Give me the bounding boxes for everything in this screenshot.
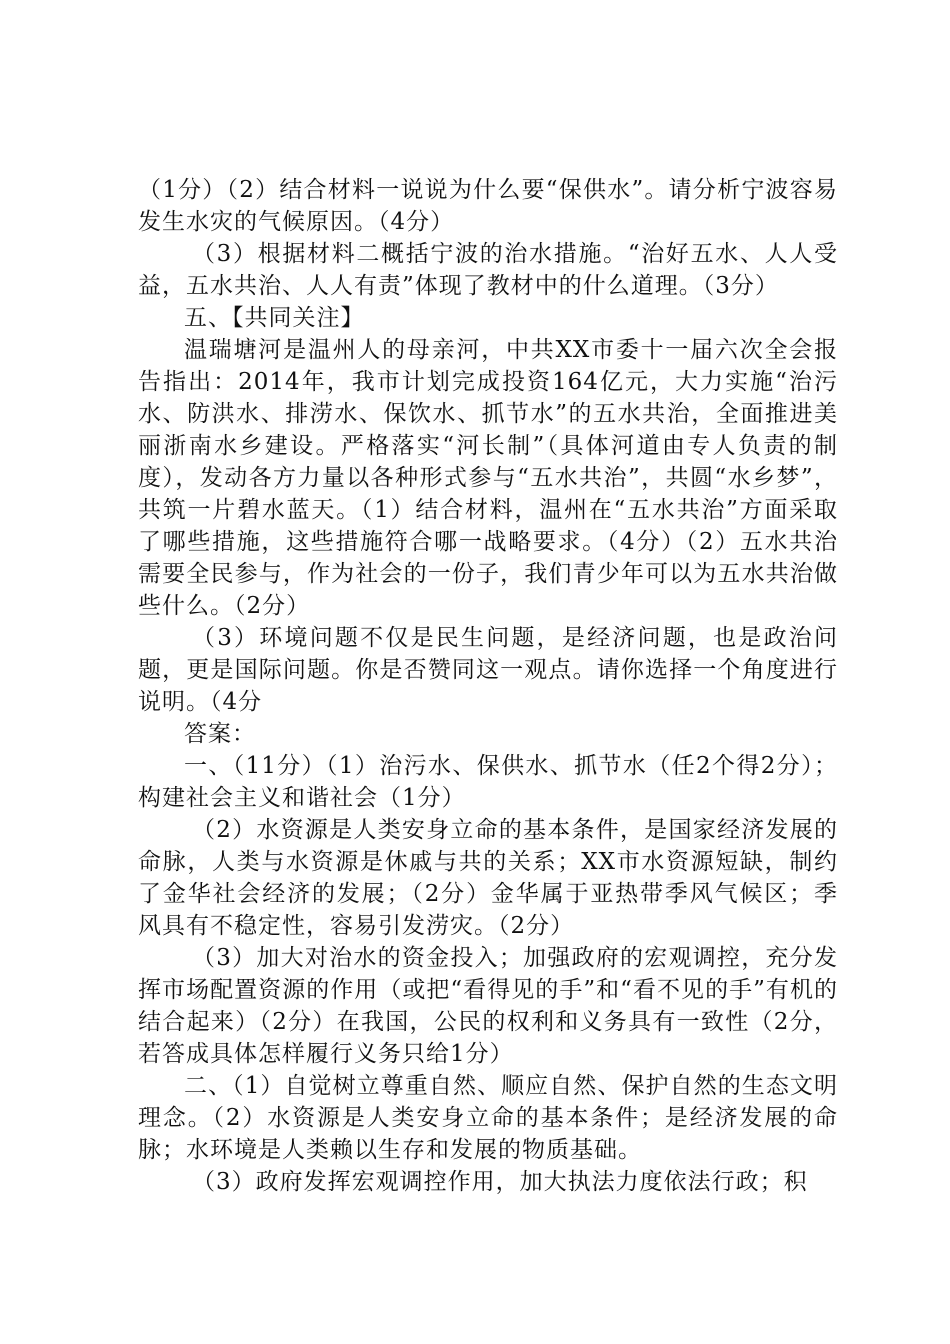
answer-two-part-3: （3）政府发挥宏观调控作用，加大执法力度依法行政；积 [192,1169,808,1195]
paragraph-continuation: （1分）（2）结合材料一说说为什么要“保供水”。请分析宁波容易发生水灾的气候原因。（4分） [138,177,838,235]
document-body [138,174,838,1198]
answer-one-part-3: （3）加大对治水的资金投入；加强政府的宏观调控，充分发挥市场配置资源的作用（或把“看得见的手”和“看不见的手”有机的结合起来）（2分）在我国，公民的权利和义务具有一致性（2分，若答成具体怎样履行义务只给1分） [138,945,838,1067]
section-heading-five: 五、【共同关注】 [184,305,365,331]
answers-heading: 答案： [184,721,256,747]
answer-section-two: 二、（1）自觉树立尊重自然、顺应自然、保护自然的生态文明理念。（2）水资源是人类安身立命的基本条件；是经济发展的命脉；水环境是人类赖以生存和发展的物质基础。 [138,1073,838,1163]
paragraph-question-3b: （3）环境问题不仅是民生问题，是经济问题，也是政治问题，更是国际问题。你是否赞同这一观点。请你选择一个角度进行说明。（4分 [138,625,838,715]
answer-section-one: 一、（11分）（1）治污水、保供水、抓节水（任2个得2分）；构建社会主义和谐社会（1分） [138,753,838,811]
answer-one-part-2: （2）水资源是人类安身立命的基本条件，是国家经济发展的命脉，人类与水资源是休戚与共的关系；XX市水资源短缺，制约了金华社会经济的发展；（2分）金华属于亚热带季风气候区；季风具有不稳定性，容易引发涝灾。（2分） [138,817,838,939]
paragraph-question-3: （3）根据材料二概括宁波的治水措施。“治好五水、人人受益，五水共治、人人有责”体现了教材中的什么道理。（3分） [138,241,838,299]
paragraph-material: 温瑞塘河是温州人的母亲河，中共XX市委十一届六次全会报告指出：2014年，我市计划完成投资164亿元，大力实施“治污水、防洪水、排涝水、保饮水、抓节水”的五水共治，全面推进美丽浙南水乡建设。严格落实“河长制”（具体河道由专人负责的制度），发动各方力量以各种形式参与“五水共治”，共圆“水乡梦”，共筑一片碧水蓝天。（1）结合材料，温州在“五水共治”方面采取了哪些措施，这些措施符合哪一战略要求。（4分）（2）五水共治需要全民参与，作为社会的一份子，我们青少年可以为五水共治做些什么。（2分） [138,337,838,619]
